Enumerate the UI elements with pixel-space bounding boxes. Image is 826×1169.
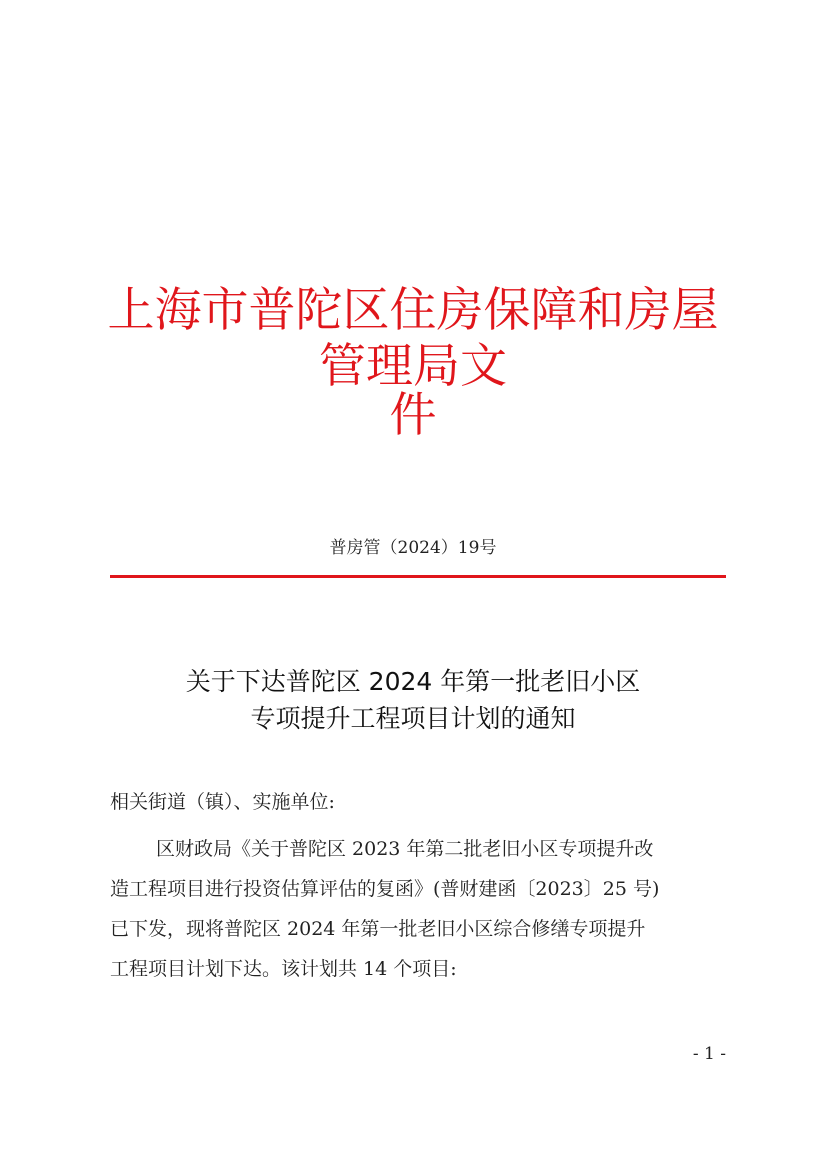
- body-line: 已下发，现将普陀区 2024 年第一批老旧小区综合修缮专项提升: [110, 918, 646, 940]
- notice-title-line-2: 专项提升工程项目计划的通知: [250, 704, 576, 733]
- issuing-authority-title: 上海市普陀区住房保障和房屋管理局文: [107, 283, 719, 394]
- issuing-authority-title-continued: 件: [389, 388, 437, 443]
- body-line: 工程项目计划下达。该计划共 14 个项目:: [110, 958, 457, 980]
- page-number: - 1 -: [692, 1044, 726, 1064]
- notice-title-line-1: 关于下达普陀区 2024 年第一批老旧小区: [185, 667, 641, 696]
- salutation: 相关街道（镇）、实施单位:: [110, 791, 335, 813]
- body-line: 造工程项目进行投资估算评估的复函》(普财建函〔2023〕25 号): [110, 878, 660, 900]
- red-divider-line: [110, 575, 726, 578]
- body-paragraph: [110, 829, 726, 989]
- document-number: 普房管（2024）19号: [329, 538, 497, 558]
- body-line: 区财政局《关于普陀区 2023 年第二批老旧小区专项提升改: [156, 838, 654, 860]
